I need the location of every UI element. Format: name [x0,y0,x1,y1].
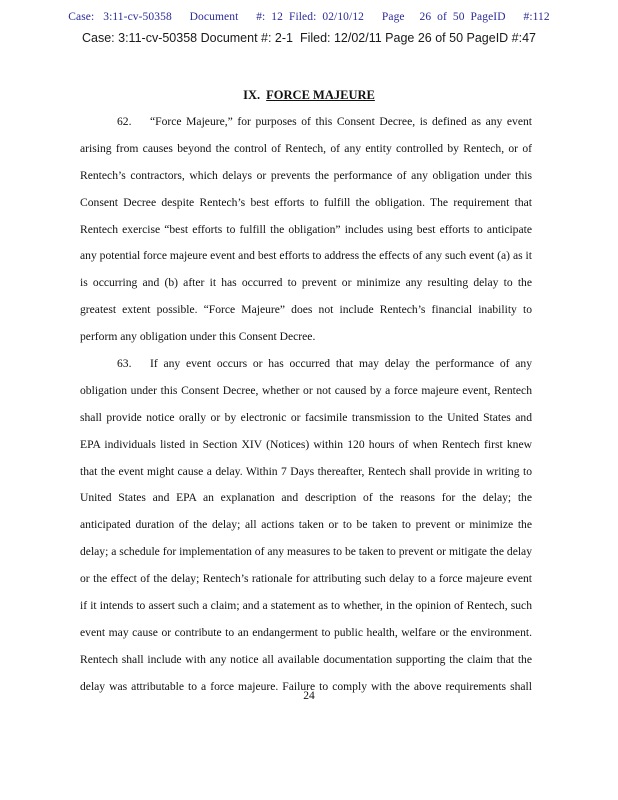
text-line: that the event might cause a delay. Within 7 Days thereafter, Rentech shall provide in writing to [80,464,532,478]
paragraph-number: 63. [117,357,132,371]
text-line: United States and EPA an explanation and description of the reasons for the delay; the [80,491,532,505]
court-filing-stamp: Case: 3:11-cv-50358 Document #: 12 Filed: 02/10/12 Page 26 of 50 PageID #:112 [68,11,550,23]
original-filing-header: Case: 3:11-cv-50358 Document #: 2-1 Filed: 12/02/11 Page 26 of 50 PageID #:47 [82,31,536,45]
text-line: any potential force majeure event and best efforts to address the effects of any such event (a) as it [80,249,532,263]
section-heading [0,88,618,103]
text-line: delay was attributable to a force majeure. Failure to comply with the above requirements shall [80,679,532,693]
text-line: anticipated duration of the delay; all actions taken or to be taken to prevent or minimize the [80,518,532,532]
text-line: Consent Decree despite Rentech’s best efforts to fulfill the obligation. The requirement that [80,195,532,209]
text-line: Rentech’s contractors, which delays or prevents the performance of any obligation under this [80,168,532,182]
text-line: event may cause or contribute to an endangerment to public health, welfare or the environment. [80,625,532,639]
text-line: 63. If any event occurs or has occurred that may delay the performance of any [80,351,532,378]
text-line: delay; a schedule for implementation of any measures to be taken to prevent or mitigate the delay [80,545,532,559]
text-line: EPA individuals listed in Section XIV (Notices) within 120 hours of when Rentech first knew [80,437,532,451]
text-line: obligation under this Consent Decree, whether or not caused by a force majeure event, Rentech [80,383,532,397]
text-line: perform any obligation under this Consent Decree. [80,330,316,344]
paragraph-number: 62. [117,115,132,128]
text-line: shall provide notice orally or by electronic or facsimile transmission to the United States and [80,410,532,424]
text-line: is occurring and (b) after it has occurred to prevent or minimize any resulting delay to the [80,276,532,290]
page-number: 24 [303,690,315,702]
text-line: if it intends to assert such a claim; and a statement as to whether, in the opinion of Rentech, such [80,599,532,613]
text-line: Rentech shall include with any notice all available documentation supporting the claim that the [80,652,532,666]
text-line: 62. “Force Majeure,” for purposes of this Consent Decree, is defined as any event [80,109,532,136]
section-number: IX. [243,88,261,102]
text-line: arising from causes beyond the control of Rentech, of any entity controlled by Rentech, or of [80,141,532,155]
section-title: FORCE MAJEURE [266,88,375,102]
text-line: or the effect of the delay; Rentech’s rationale for attributing such delay to a force majeure event [80,572,532,586]
text-line: Rentech exercise “best efforts to fulfill the obligation” includes using best efforts to anticipate [80,222,532,236]
text-line: greatest extent possible. “Force Majeure” does not include Rentech’s financial inability to [80,303,532,317]
document-body [80,109,532,701]
